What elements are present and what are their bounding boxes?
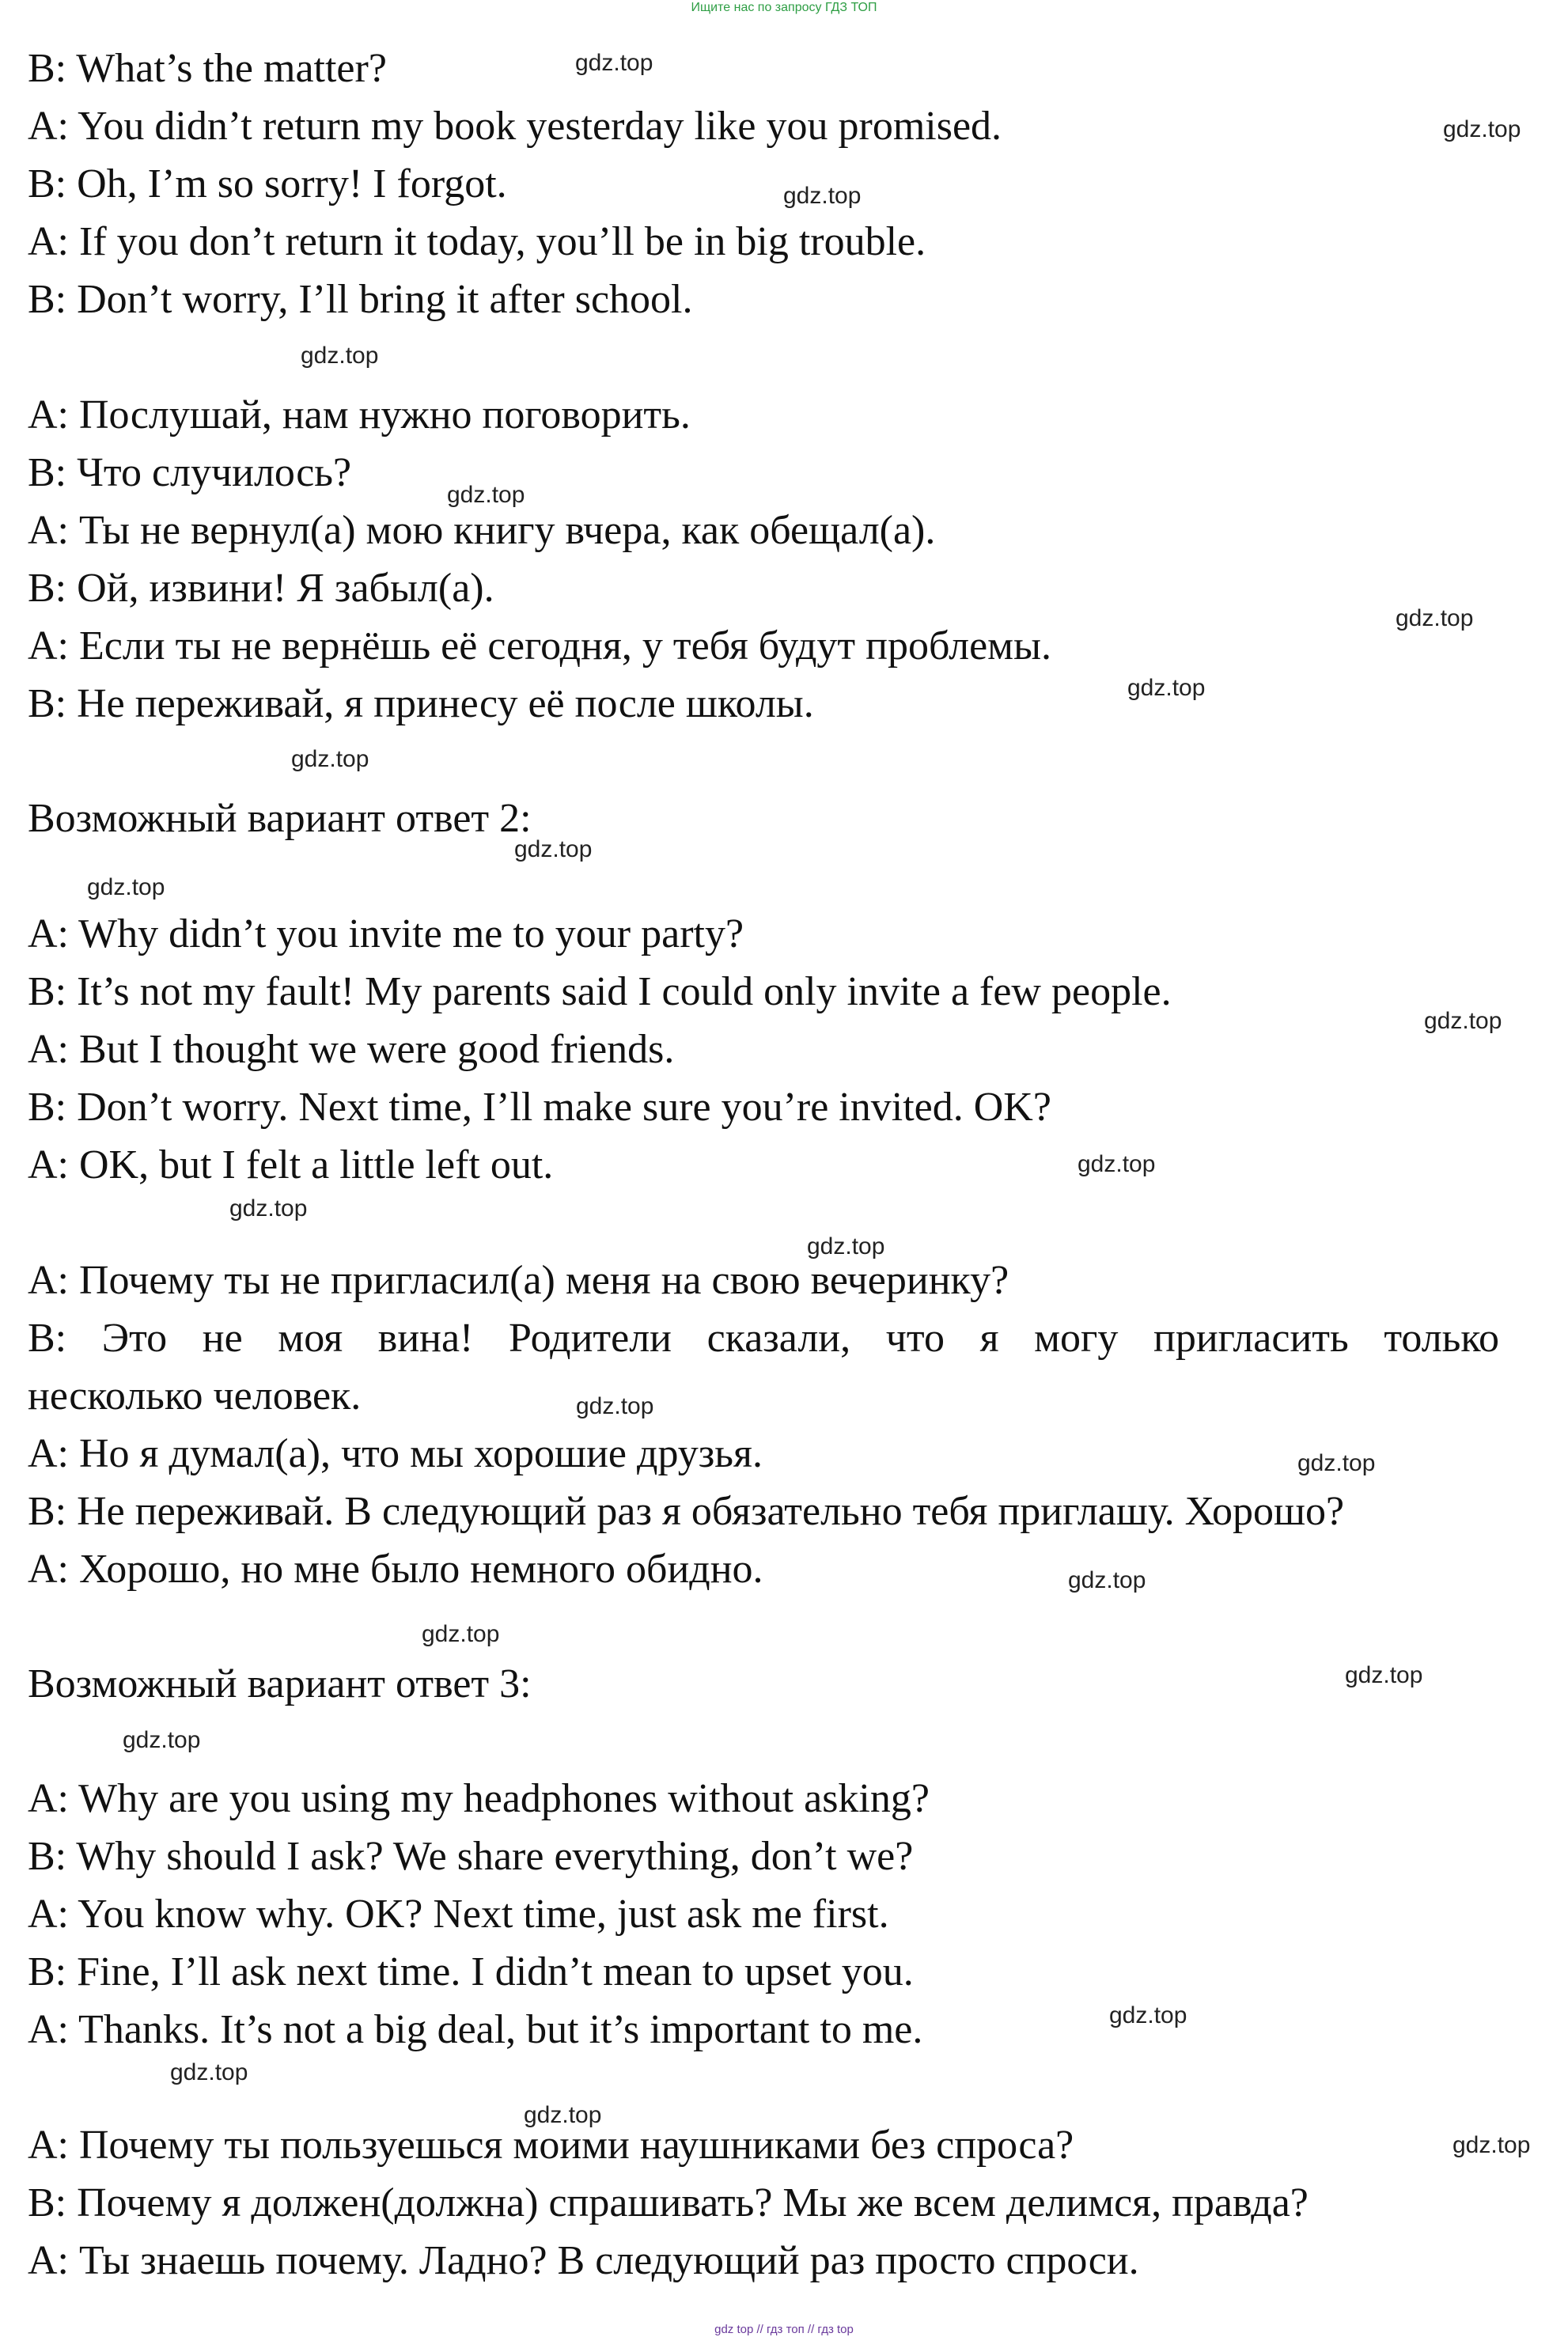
dialog3-ru-line-1: A: Почему ты пользуешься моими наушниками без спроса? — [28, 2123, 1074, 2168]
dialog3-en-line-3: A: You know why. OK? Next time, just ask me first. — [28, 1892, 889, 1937]
dialog2-en-line-1: A: Why didn’t you invite me to your party? — [28, 911, 744, 956]
dialog1-ru-line-5: A: Если ты не вернёшь её сегодня, у тебя будут проблемы. — [28, 623, 1052, 669]
watermark: gdz.top — [291, 746, 369, 772]
watermark: gdz.top — [807, 1233, 885, 1259]
watermark: gdz.top — [447, 482, 525, 508]
dialog2-en-line-4: B: Don’t worry. Next time, I’ll make sure you’re invited. OK? — [28, 1085, 1051, 1130]
dialog3-en-line-4: B: Fine, I’ll ask next time. I didn’t mean to upset you. — [28, 1949, 914, 1994]
watermark: gdz.top — [1424, 1008, 1502, 1034]
watermark: gdz.top — [123, 1727, 201, 1753]
watermark: gdz.top — [1109, 2002, 1187, 2028]
watermark: gdz.top — [524, 2102, 602, 2128]
dialog1-en-line-4: A: If you don’t return it today, you’ll be in big trouble. — [28, 219, 926, 264]
dialog2-ru-line-5: B: Не переживай. В следующий раз я обязательно тебя приглашу. Хорошо? — [28, 1489, 1345, 1534]
dialog2-ru-line-1: A: Почему ты не пригласил(а) меня на свою вечеринку? — [28, 1258, 1009, 1303]
dialog3-en-line-5: A: Thanks. It’s not a big deal, but it’s important to me. — [28, 2007, 923, 2052]
watermark: gdz.top — [87, 874, 165, 900]
watermark: gdz.top — [575, 50, 653, 76]
watermark: gdz.top — [783, 183, 862, 209]
variant-3-heading: Возможный вариант ответ 3: — [28, 1661, 532, 1706]
watermark: gdz.top — [1068, 1567, 1146, 1593]
dialog2-ru-line-3: несколько человек. — [28, 1373, 362, 1418]
dialog2-en-line-3: A: But I thought we were good friends. — [28, 1027, 675, 1072]
dialog3-en-line-2: B: Why should I ask? We share everything, don’t we? — [28, 1834, 914, 1879]
watermark: gdz.top — [229, 1195, 308, 1222]
watermark: gdz.top — [1443, 116, 1521, 142]
dialog1-ru-line-4: B: Ой, извини! Я забыл(а). — [28, 566, 494, 611]
watermark: gdz.top — [1127, 675, 1206, 701]
watermark: gdz.top — [576, 1393, 654, 1419]
top-banner: Ищите нас по запросу ГДЗ ТОП — [691, 1, 877, 14]
watermark: gdz.top — [1452, 2132, 1531, 2158]
dialog1-ru-line-1: A: Послушай, нам нужно поговорить. — [28, 392, 691, 437]
dialog1-ru-line-6: B: Не переживай, я принесу её после школы. — [28, 681, 814, 726]
dialog1-ru-line-3: A: Ты не вернул(а) мою книгу вчера, как обещал(а). — [28, 508, 936, 553]
dialog3-ru-line-3: A: Ты знаешь почему. Ладно? В следующий раз просто спроси. — [28, 2238, 1139, 2283]
dialog1-en-line-3: B: Oh, I’m so sorry! I forgot. — [28, 161, 507, 206]
dialog1-ru-line-2: B: Что случилось? — [28, 450, 352, 495]
watermark: gdz.top — [422, 1621, 500, 1647]
dialog2-en-line-2: B: It’s not my fault! My parents said I could only invite a few people. — [28, 969, 1172, 1014]
dialog2-ru-line-6: A: Хорошо, но мне было немного обидно. — [28, 1547, 763, 1592]
watermark: gdz.top — [1396, 605, 1474, 631]
variant-2-heading: Возможный вариант ответ 2: — [28, 796, 532, 841]
watermark: gdz.top — [1345, 1662, 1423, 1688]
dialog3-ru-line-2: B: Почему я должен(должна) спрашивать? Мы же всем делимся, правда? — [28, 2180, 1309, 2225]
watermark: gdz.top — [514, 836, 593, 862]
dialog2-en-line-5: A: OK, but I felt a little left out. — [28, 1142, 554, 1187]
watermark: gdz.top — [1297, 1450, 1376, 1476]
bottom-banner: gdz top // гдз топ // гдз top — [714, 2323, 854, 2336]
dialog3-en-line-1: A: Why are you using my headphones without asking? — [28, 1776, 930, 1821]
watermark: gdz.top — [1078, 1151, 1156, 1177]
dialog1-en-line-2: A: You didn’t return my book yesterday like you promised. — [28, 104, 1002, 149]
dialog1-en-line-1: B: What’s the matter? — [28, 46, 387, 91]
watermark: gdz.top — [301, 343, 379, 369]
watermark: gdz.top — [170, 2059, 248, 2085]
dialog2-ru-line-4: A: Но я думал(а), что мы хорошие друзья. — [28, 1431, 763, 1476]
dialog1-en-line-5: B: Don’t worry, I’ll bring it after school. — [28, 277, 693, 322]
dialog2-ru-line-2: B: Это не моя вина! Родители сказали, что я могу пригласить только — [28, 1316, 1499, 1361]
